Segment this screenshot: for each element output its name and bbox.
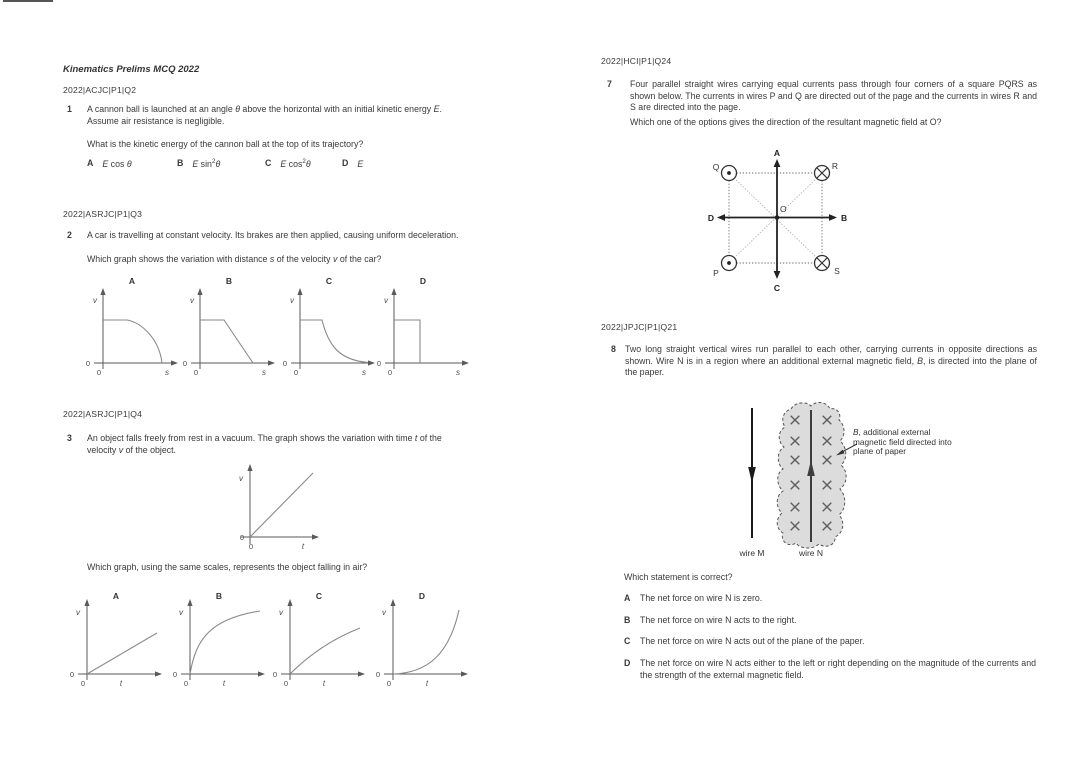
field-annotation: B, additional external magnetic field directed into plane of paper bbox=[853, 427, 952, 457]
wire-label-r: R bbox=[831, 161, 839, 171]
current-out-of-page-icon bbox=[722, 166, 737, 181]
arrowhead-left bbox=[717, 214, 725, 221]
svg-text:0: 0 bbox=[386, 679, 392, 688]
wire-label-q: Q bbox=[712, 162, 720, 172]
question-1 bbox=[67, 104, 469, 127]
q2-graph-a bbox=[81, 286, 183, 378]
question-3 bbox=[67, 433, 469, 456]
svg-text:v: v bbox=[190, 296, 194, 305]
option-text: The net force on wire N acts to the right. bbox=[640, 615, 797, 625]
graph-label-d: D bbox=[419, 276, 427, 286]
svg-text:s: s bbox=[456, 368, 460, 377]
svg-text:0: 0 bbox=[172, 670, 177, 679]
svg-text:s: s bbox=[262, 368, 266, 377]
svg-text:0: 0 bbox=[85, 359, 90, 368]
option-label: A bbox=[87, 158, 94, 168]
q3-graph-b bbox=[166, 597, 272, 689]
question-code-q2: 2022|ASRJC|P1|Q3 bbox=[63, 209, 143, 219]
svg-text:v: v bbox=[382, 608, 386, 617]
option-text: The net force on wire N acts out of the plane of the paper. bbox=[640, 636, 865, 646]
svg-text:v: v bbox=[179, 608, 183, 617]
q2-graph-b bbox=[178, 286, 280, 378]
svg-text:v: v bbox=[290, 296, 294, 305]
option-label: D bbox=[342, 158, 349, 168]
svg-text:s: s bbox=[165, 368, 169, 377]
curve-rising-increasing-slope bbox=[393, 610, 459, 674]
svg-text:v: v bbox=[384, 296, 388, 305]
arrowhead-down bbox=[774, 271, 781, 279]
question-code-q8: 2022|JPJC|P1|Q21 bbox=[601, 322, 678, 332]
graph-label-c: C bbox=[325, 276, 333, 286]
curve-rising-decreasing-slope bbox=[290, 628, 360, 674]
document-title: Kinematics Prelims MCQ 2022 bbox=[63, 64, 200, 75]
current-out-of-page-icon bbox=[722, 256, 737, 271]
statement-option-c bbox=[624, 636, 1036, 648]
current-into-page-icon bbox=[815, 256, 830, 271]
svg-text:0: 0 bbox=[182, 359, 187, 368]
direction-label-a: A bbox=[773, 148, 781, 158]
option-formula: E bbox=[357, 158, 364, 169]
direction-label-d: D bbox=[707, 213, 714, 223]
curve-flat-then-decay bbox=[300, 320, 368, 363]
curve-flat-then-vertical-drop bbox=[394, 320, 420, 363]
statement-option-a bbox=[624, 593, 1036, 605]
wire-n-label: wire N bbox=[798, 548, 824, 558]
svg-text:0: 0 bbox=[193, 368, 199, 377]
question-text: Four parallel straight wires carrying equal currents pass through four corners of a square PQRS as shown below. The currents in wires P and Q are directed out of the page and the currents in wires R and S are directed into the page. bbox=[630, 79, 1037, 113]
svg-text:v: v bbox=[93, 296, 97, 305]
graph-label-a: A bbox=[112, 591, 120, 601]
q2-graph-d bbox=[372, 286, 474, 378]
option-formula: E cos θ bbox=[102, 158, 132, 169]
svg-text:t: t bbox=[425, 679, 429, 688]
svg-text:0: 0 bbox=[272, 670, 277, 679]
point-label-o: O bbox=[780, 204, 787, 214]
current-into-page-icon bbox=[815, 166, 830, 181]
direction-label-b: B bbox=[841, 213, 848, 223]
point-o-dot bbox=[775, 215, 780, 220]
svg-text:0: 0 bbox=[183, 679, 189, 688]
option-formula: E $\sin^2\theta$ bbox=[192, 158, 221, 169]
q7-square-pqrs-diagram bbox=[695, 148, 855, 298]
question-7-prompt: Which one of the options gives the direction of the resultant magnetic field at O? bbox=[630, 117, 942, 127]
left-column bbox=[63, 64, 541, 754]
question-text: Two long straight vertical wires run parallel to each other, carrying currents in opposite directions as shown. Wire N is in a region where an additional external magnetic field, B, is directed into the plane of the paper. bbox=[625, 344, 1038, 378]
svg-text:s: s bbox=[362, 368, 366, 377]
question-text: An object falls freely from rest in a vacuum. The graph shows the variation with time t of the velocity v of the object. bbox=[87, 433, 442, 455]
q3-vacuum-graph bbox=[228, 462, 324, 554]
wire-m-label: wire M bbox=[739, 548, 765, 558]
svg-text:0: 0 bbox=[283, 679, 289, 688]
option-label: B bbox=[177, 158, 184, 168]
svg-text:t: t bbox=[119, 679, 123, 688]
graph-label-b: B bbox=[215, 591, 223, 601]
svg-text:v: v bbox=[239, 474, 243, 483]
option-formula: E $\cos^2\theta$ bbox=[280, 158, 311, 169]
question-1-prompt: What is the kinetic energy of the cannon ball at the top of its trajectory? bbox=[87, 139, 364, 149]
svg-text:0: 0 bbox=[376, 359, 381, 368]
svg-text:0: 0 bbox=[96, 368, 102, 377]
question-code-q1: 2022|ACJC|P1|Q2 bbox=[63, 85, 137, 95]
question-code-q7: 2022|HCI|P1|Q24 bbox=[601, 56, 672, 66]
svg-text:0: 0 bbox=[248, 542, 254, 551]
arrowhead-right bbox=[829, 214, 837, 221]
question-7 bbox=[607, 79, 1037, 114]
curve-flat-then-linear-drop bbox=[200, 320, 253, 363]
straight-line-lower-slope bbox=[87, 633, 157, 674]
option-text: The net force on wire N is zero. bbox=[640, 593, 763, 603]
wire-m-current-arrow-down bbox=[748, 467, 756, 483]
straight-line-through-origin bbox=[250, 473, 313, 537]
option-c bbox=[265, 158, 311, 169]
svg-text:0: 0 bbox=[239, 533, 244, 542]
question-text: A car is travelling at constant velocity. Its brakes are then applied, causing uniform deceleration. bbox=[87, 230, 459, 240]
question-number: 8 bbox=[611, 344, 616, 354]
question-number: 1 bbox=[67, 104, 72, 114]
graph-label-a: A bbox=[128, 276, 136, 286]
graph-label-b: B bbox=[225, 276, 233, 286]
svg-text:0: 0 bbox=[282, 359, 287, 368]
svg-text:v: v bbox=[279, 608, 283, 617]
question-8 bbox=[611, 344, 1037, 379]
svg-text:0: 0 bbox=[293, 368, 299, 377]
arrowhead-up bbox=[774, 159, 781, 167]
option-a bbox=[87, 158, 132, 169]
question-number: 3 bbox=[67, 433, 72, 443]
question-text: A cannon ball is launched at an angle θ above the horizontal with an initial kinetic energy E. Assume air resistance is negligible. bbox=[87, 104, 442, 126]
question-3-prompt: Which graph, using the same scales, represents the object falling in air? bbox=[87, 562, 368, 572]
option-label: B bbox=[624, 615, 631, 625]
option-label: C bbox=[265, 158, 272, 168]
statement-option-d bbox=[624, 658, 1036, 681]
option-label: D bbox=[624, 658, 631, 668]
q3-graph-d bbox=[369, 597, 475, 689]
svg-text:0: 0 bbox=[387, 368, 393, 377]
wire-label-p: P bbox=[713, 268, 719, 278]
graph-label-c: C bbox=[315, 591, 323, 601]
scan-artifact bbox=[3, 0, 53, 2]
option-d bbox=[342, 158, 363, 169]
question-2-prompt: Which graph shows the variation with distance s of the velocity v of the car? bbox=[87, 254, 382, 264]
question-8-prompt: Which statement is correct? bbox=[624, 572, 733, 582]
graph-label-d: D bbox=[418, 591, 426, 601]
option-text: The net force on wire N acts either to the left or right depending on the magnitude of the currents and the strength of the external magnetic field. bbox=[640, 658, 1036, 680]
q3-graph-c bbox=[266, 597, 372, 689]
option-label: C bbox=[624, 636, 631, 646]
question-number: 7 bbox=[607, 79, 612, 89]
question-number: 2 bbox=[67, 230, 72, 240]
svg-text:0: 0 bbox=[375, 670, 380, 679]
statement-option-b bbox=[624, 615, 1036, 627]
q2-graph-c bbox=[278, 286, 380, 378]
svg-text:v: v bbox=[76, 608, 80, 617]
wire-label-s: S bbox=[834, 266, 840, 276]
q3-graph-a bbox=[63, 597, 169, 689]
svg-text:t: t bbox=[301, 542, 305, 551]
question-code-q3: 2022|ASRJC|P1|Q4 bbox=[63, 409, 143, 419]
svg-text:0: 0 bbox=[69, 670, 74, 679]
curve-rising-to-plateau bbox=[190, 611, 260, 674]
svg-text:0: 0 bbox=[80, 679, 86, 688]
direction-label-c: C bbox=[773, 283, 781, 293]
svg-text:t: t bbox=[222, 679, 226, 688]
option-b bbox=[177, 158, 220, 169]
q8-wires-figure bbox=[735, 400, 860, 560]
svg-text:t: t bbox=[322, 679, 326, 688]
right-column bbox=[601, 56, 1051, 756]
option-label: A bbox=[624, 593, 631, 603]
curve-flat-then-curved-drop bbox=[103, 320, 162, 363]
question-2 bbox=[67, 230, 465, 242]
